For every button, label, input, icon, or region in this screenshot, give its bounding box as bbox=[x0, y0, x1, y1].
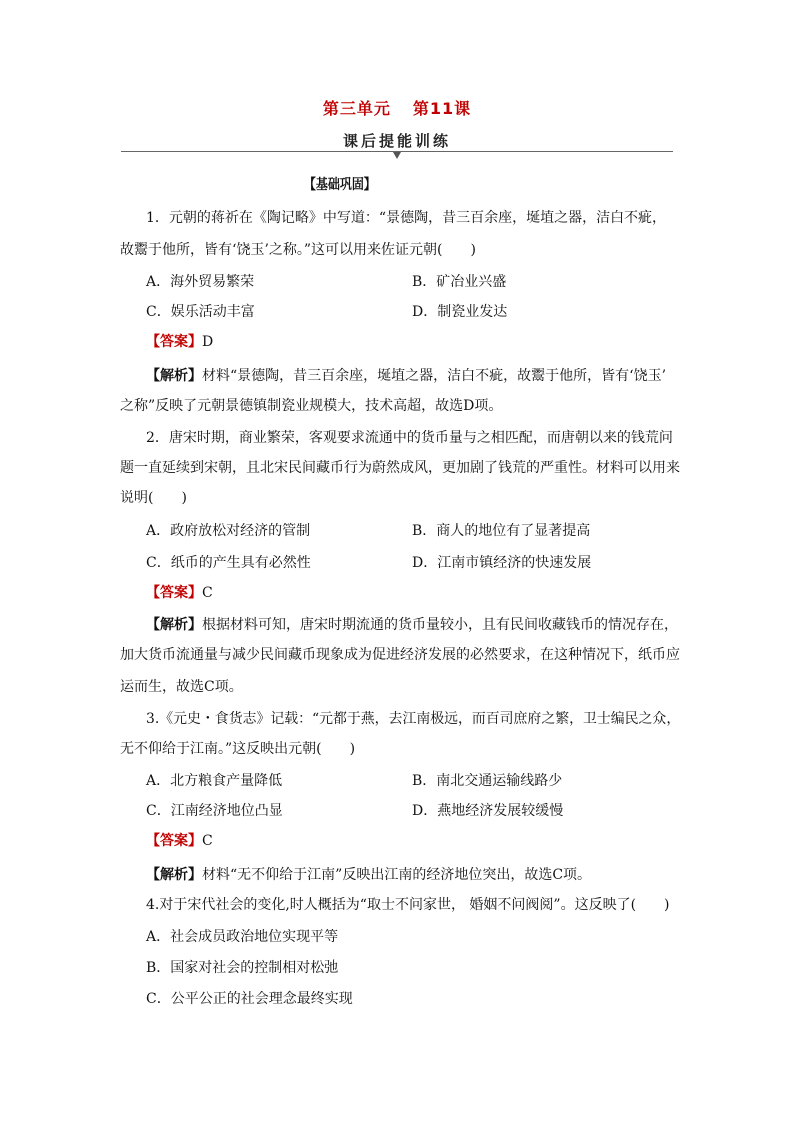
question-3-answer bbox=[146, 831, 213, 851]
explanation-tag: 【解析】 bbox=[146, 617, 202, 633]
section-heading: 【基础巩固】 bbox=[303, 177, 376, 193]
question-1-line-2: 故鬻于他所，皆有‘饶玉’之称。”这可以用来佐证元朝( ) bbox=[120, 242, 476, 258]
question-1-option-d: D．制瓷业发达 bbox=[412, 304, 508, 320]
answer-value: D bbox=[202, 334, 214, 350]
question-2-explanation-line-1: 【解析】根据材料可知，唐宋时期流通的货币量较小，且有民间收藏钱币的情况存在， bbox=[146, 617, 678, 633]
question-1-option-a: A．海外贸易繁荣 bbox=[146, 274, 255, 290]
question-1-option-c: C．娱乐活动丰富 bbox=[146, 304, 255, 320]
unit-label: 第三单元 bbox=[322, 99, 391, 118]
question-2-line-1: 2．唐宋时期，商业繁荣，客观要求流通中的货币量与之相匹配，而唐朝以来的钱荒问 bbox=[146, 430, 673, 446]
question-2-option-b: B．商人的地位有了显著提高 bbox=[412, 523, 591, 539]
question-1-option-b: B．矿冶业兴盛 bbox=[412, 274, 507, 290]
question-4-option-b: B．国家对社会的控制相对松弛 bbox=[146, 960, 339, 976]
page-title bbox=[0, 96, 794, 119]
question-1-line-1: 1．元朝的蒋祈在《陶记略》中写道：“景德陶，昔三百余座，埏埴之器，洁白不疵， bbox=[146, 210, 667, 226]
answer-tag: 【答案】 bbox=[146, 334, 202, 350]
question-1-answer bbox=[146, 332, 213, 352]
answer-value: C bbox=[202, 585, 213, 601]
question-3-line-1: 3.《元史・食货志》记载：“元都于燕，去江南极远，而百司庶府之繁，卫士编民之众， bbox=[146, 711, 681, 727]
question-2-option-d: D．江南市镇经济的快速发展 bbox=[412, 555, 592, 571]
question-2-option-c: C．纸币的产生具有必然性 bbox=[146, 555, 311, 571]
divider-marker-icon bbox=[393, 152, 401, 159]
question-3-line-2: 无不仰给于江南。”这反映出元朝( ) bbox=[120, 741, 356, 757]
question-4-option-c: C．公平公正的社会理念最终实现 bbox=[146, 991, 353, 1007]
question-2-line-2: 题一直延续到宋朝，且北宋民间藏币行为蔚然成风，更加剧了钱荒的严重性。材料可以用来 bbox=[120, 460, 680, 476]
lesson-label: 第11课 bbox=[412, 99, 472, 118]
question-3-option-b: B．南北交通运输线路少 bbox=[412, 773, 563, 789]
question-1-explanation-line-2: 之称”反映了元朝景德镇制瓷业规模大，技术高超，故选D项。 bbox=[120, 398, 503, 414]
question-2-option-a: A．政府放松对经济的管制 bbox=[146, 523, 311, 539]
question-3-option-c: C．江南经济地位凸显 bbox=[146, 803, 283, 819]
question-2-line-3: 说明( ) bbox=[120, 490, 187, 506]
question-2-answer bbox=[146, 583, 213, 603]
question-3-explanation: 【解析】材料“无不仰给于江南”反映出江南的经济地位突出，故选C项。 bbox=[146, 867, 592, 883]
explanation-tag: 【解析】 bbox=[146, 368, 202, 384]
page-subtitle: 课后提能训练 bbox=[342, 132, 451, 150]
answer-tag: 【答案】 bbox=[146, 833, 202, 849]
question-3-option-a: A．北方粮食产量降低 bbox=[146, 773, 283, 789]
question-2-explanation-line-3: 运而生，故选C项。 bbox=[120, 679, 243, 695]
question-4-line-1: 4.对于宋代社会的变化,时人概括为“取士不问家世， 婚姻不问阀阅”。这反映了( ) bbox=[146, 897, 670, 913]
answer-tag: 【答案】 bbox=[146, 585, 202, 601]
question-1-explanation-line-1: 【解析】材料“景德陶，昔三百余座，埏埴之器，洁白不疵，故鬻于他所，皆有‘饶玉’ bbox=[146, 368, 667, 384]
question-4-option-a: A．社会成员政治地位实现平等 bbox=[146, 929, 339, 945]
explanation-tag: 【解析】 bbox=[146, 867, 202, 883]
question-2-explanation-line-2: 加大货币流通量与减少民间藏币现象成为促进经济发展的必然要求，在这种情况下，纸币应 bbox=[120, 647, 680, 663]
answer-value: C bbox=[202, 833, 213, 849]
question-3-option-d: D．燕地经济发展较缓慢 bbox=[412, 803, 564, 819]
